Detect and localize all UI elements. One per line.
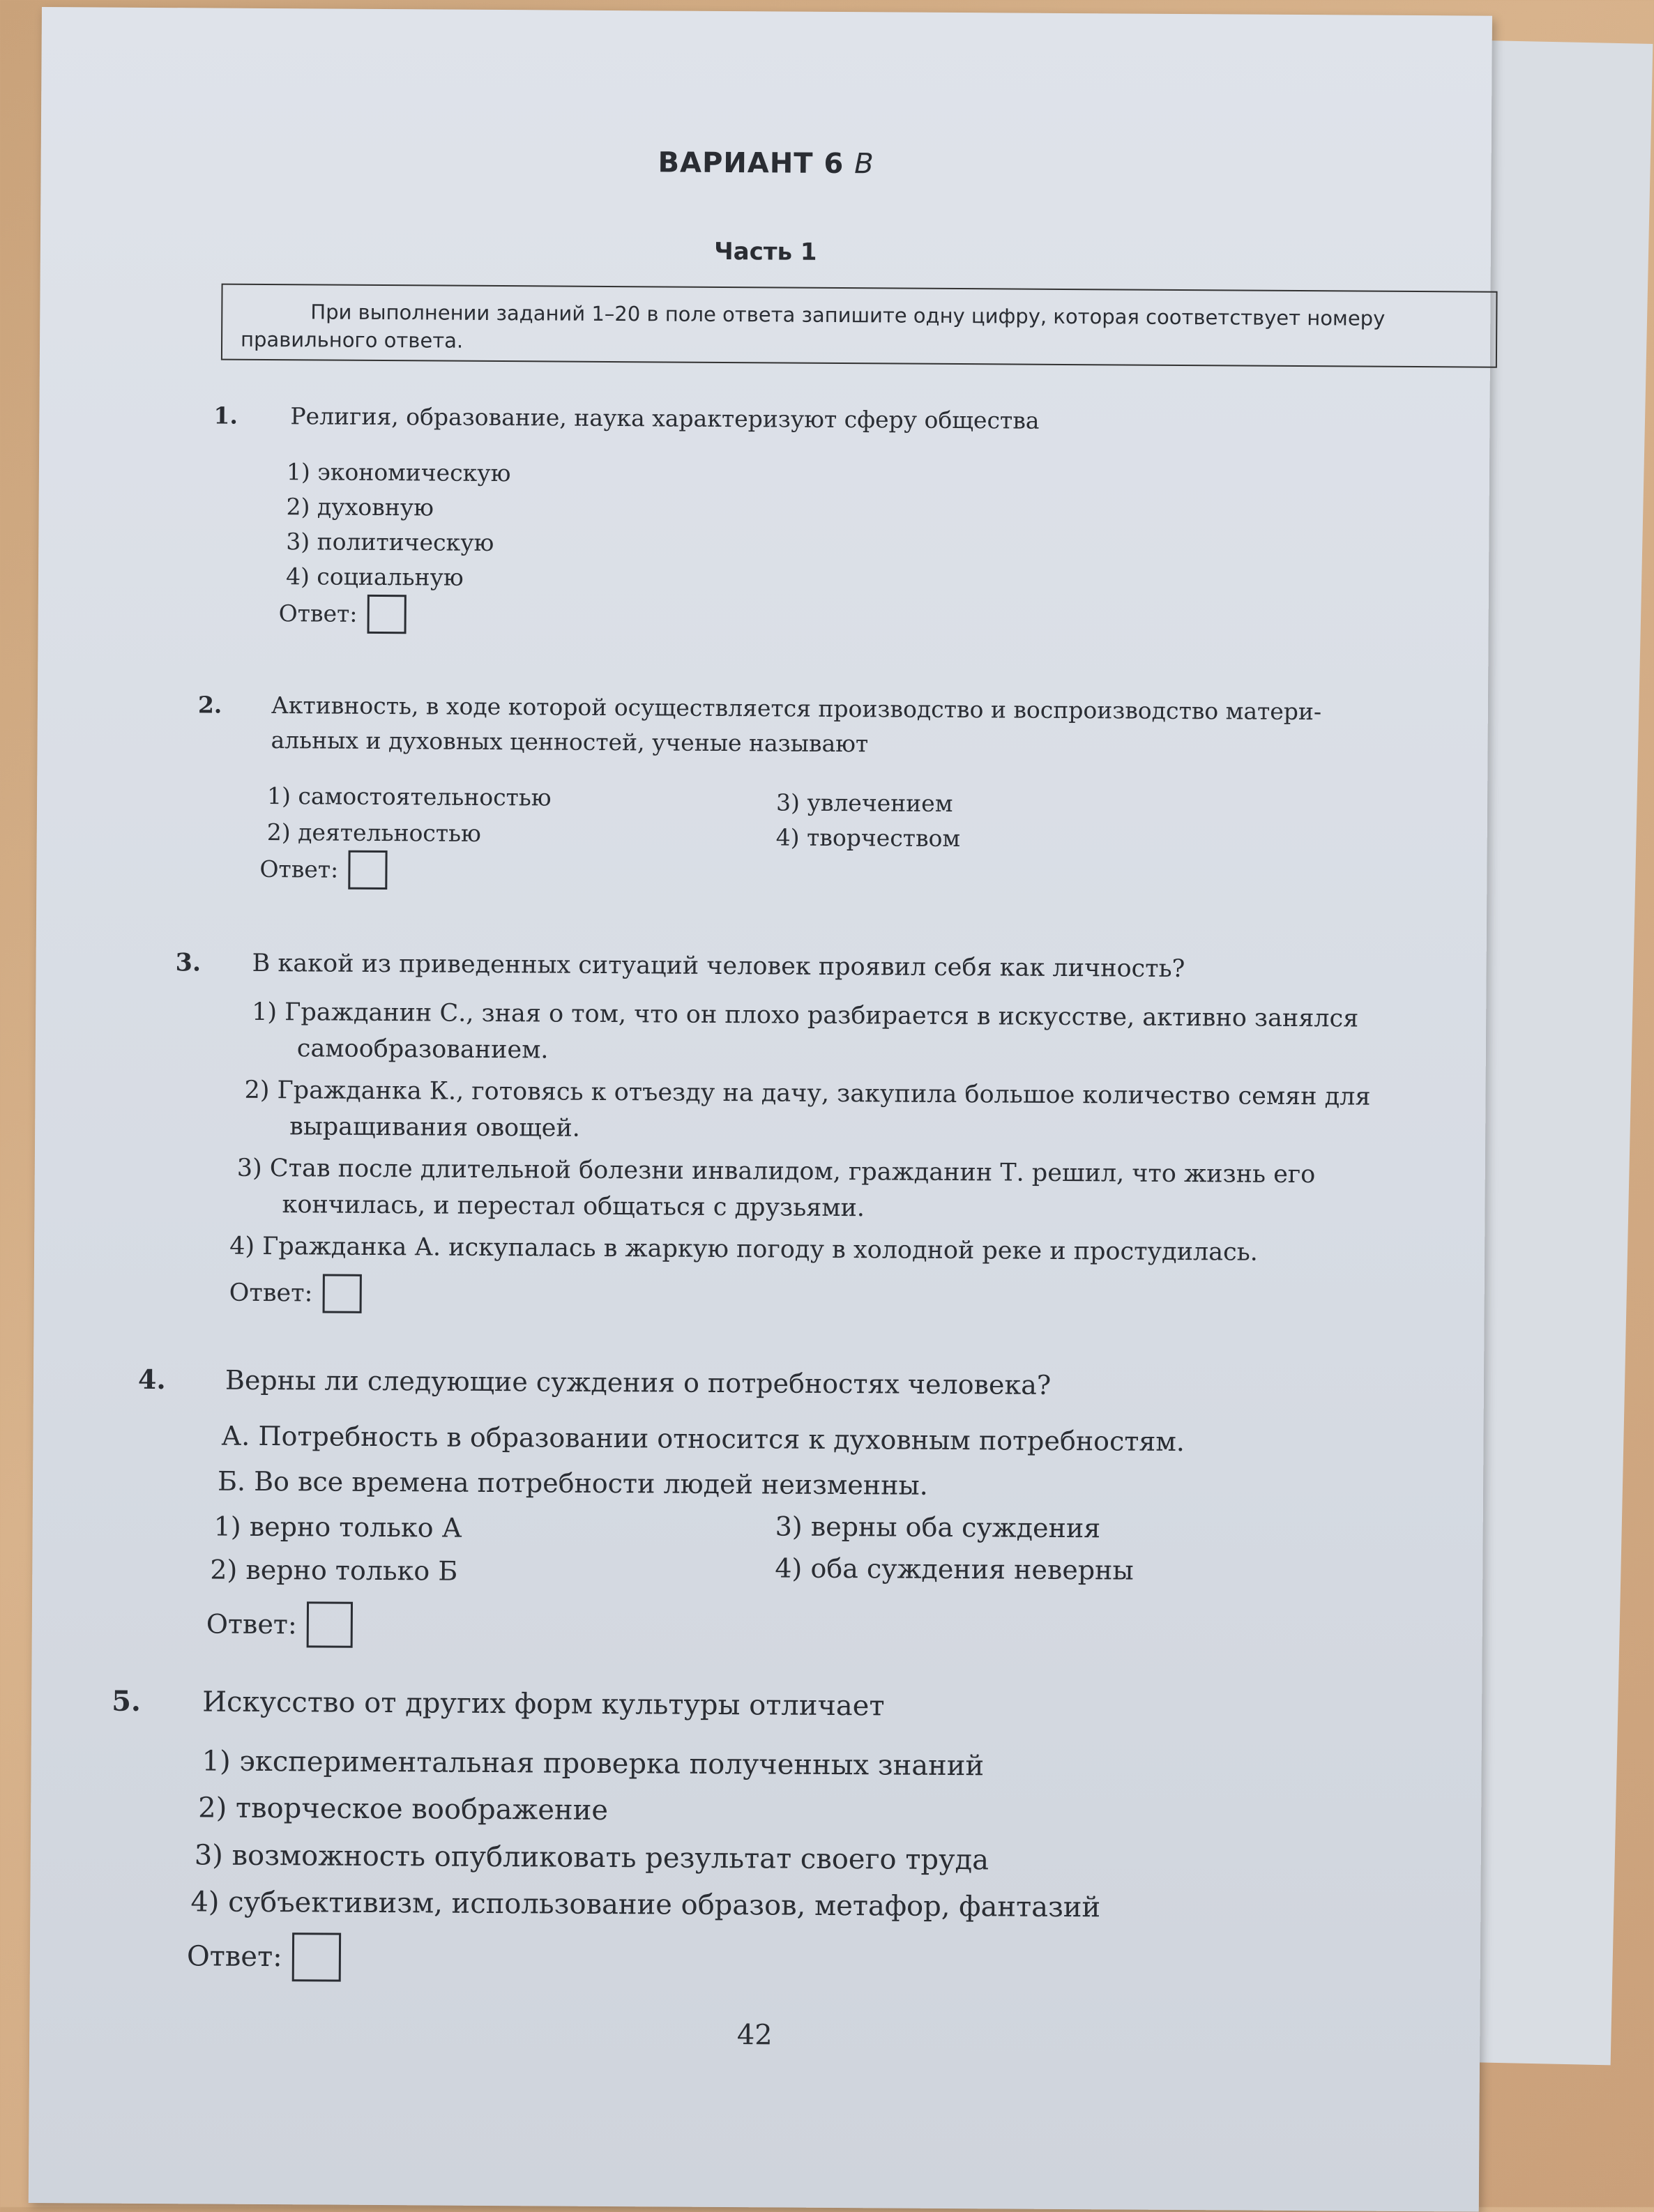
option: 2) деятельностью [266, 818, 481, 847]
answer-label: Ответ: [259, 855, 339, 883]
option: 3) увлечением [775, 788, 953, 818]
option: 4) социальную [285, 563, 464, 591]
variant-title [41, 143, 1492, 184]
exam-page [29, 7, 1492, 2212]
answer-label: Ответ: [229, 1279, 313, 1308]
question-number: 3. [175, 948, 202, 977]
option-line1: 1) Гражданин С., зная о том, что он плохо разбирается в искусстве, активно занялся [252, 998, 1359, 1033]
option: 2) верно только Б [210, 1554, 458, 1587]
variant-label: ВАРИАНТ 6 [658, 146, 844, 181]
option: 3) верны оба суждения [775, 1511, 1101, 1544]
option-line2: самообразованием. [296, 1035, 549, 1065]
option-line2: кончилась, и перестал общаться с друзьями. [282, 1191, 865, 1223]
answer-label: Ответ: [206, 1608, 297, 1640]
question-number: 5. [112, 1684, 142, 1718]
answer-row [259, 850, 387, 890]
answer-row [279, 594, 407, 634]
question-text-line2: альных и духовных ценностей, ученые называют [271, 726, 869, 758]
question-2 [38, 687, 1488, 883]
option: 2) духовную [286, 493, 434, 521]
option: 3) политическую [286, 528, 494, 556]
option-line1: 2) Гражданка К., готовясь к отъезду на дачу, закупила большое количество семян для [244, 1076, 1371, 1111]
question-4 [33, 1359, 1484, 1640]
page-number: 42 [736, 2019, 773, 2052]
option-line1: 4) Гражданка А. искупалась в жаркую погоду в холодной реке и простудилась. [229, 1232, 1258, 1267]
answer-box[interactable] [367, 595, 406, 634]
question-number: 4. [137, 1363, 166, 1396]
instruction-box: При выполнении заданий 1–20 в поле ответа запишите одну цифру, которая соответствует номеру правильного ответа. [221, 284, 1498, 368]
option: 1) верно только А [213, 1511, 462, 1543]
question-1 [40, 397, 1490, 627]
question-number: 2. [197, 691, 222, 719]
variant-handwritten: В [854, 148, 874, 181]
answer-box[interactable] [291, 1932, 340, 1981]
question-text: Искусство от других форм культуры отличает [202, 1686, 885, 1723]
option: 1) самостоятельностью [266, 781, 552, 811]
statement-b: Б. Во все времена потребности людей неизменны. [217, 1465, 928, 1501]
question-3 [36, 945, 1487, 1308]
answer-row [229, 1274, 362, 1313]
answer-box[interactable] [348, 851, 387, 890]
answer-label: Ответ: [278, 600, 358, 627]
option-line2: выращивания овощей. [289, 1113, 580, 1143]
question-text-line1: Активность, в ходе которой осуществляется производство и воспроизводство матери- [271, 692, 1322, 726]
option: 2) творческое воображение [198, 1792, 609, 1827]
question-5 [31, 1680, 1482, 1974]
option-line1: 3) Став после длительной болезни инвалидом, гражданин Т. решил, что жизнь его [236, 1154, 1316, 1189]
part-title: Часть 1 [714, 237, 817, 266]
option: 4) творчеством [775, 823, 961, 853]
option: 1) экономическую [286, 458, 511, 487]
answer-box[interactable] [322, 1274, 361, 1313]
statement-a: А. Потребность в образовании относится к духовным потребностям. [221, 1420, 1185, 1458]
option: 4) оба суждения неверны [775, 1553, 1134, 1586]
option: 3) возможность опубликовать результат своего труда [194, 1839, 989, 1877]
answer-row [187, 1932, 341, 1981]
answer-box[interactable] [307, 1601, 353, 1647]
option: 1) экспериментальная проверка полученных знаний [202, 1745, 985, 1783]
question-text: Верны ли следующие суждения о потребностях человека? [225, 1364, 1052, 1401]
answer-label: Ответ: [186, 1940, 282, 1974]
option: 4) субъективизм, использование образов, метафор, фантазий [190, 1886, 1101, 1924]
question-number: 1. [213, 402, 238, 429]
question-text: В какой из приведенных ситуаций человек проявил себя как личность? [252, 949, 1185, 984]
question-text: Религия, образование, наука характеризуют сферу общества [290, 402, 1040, 434]
answer-row [206, 1601, 353, 1647]
